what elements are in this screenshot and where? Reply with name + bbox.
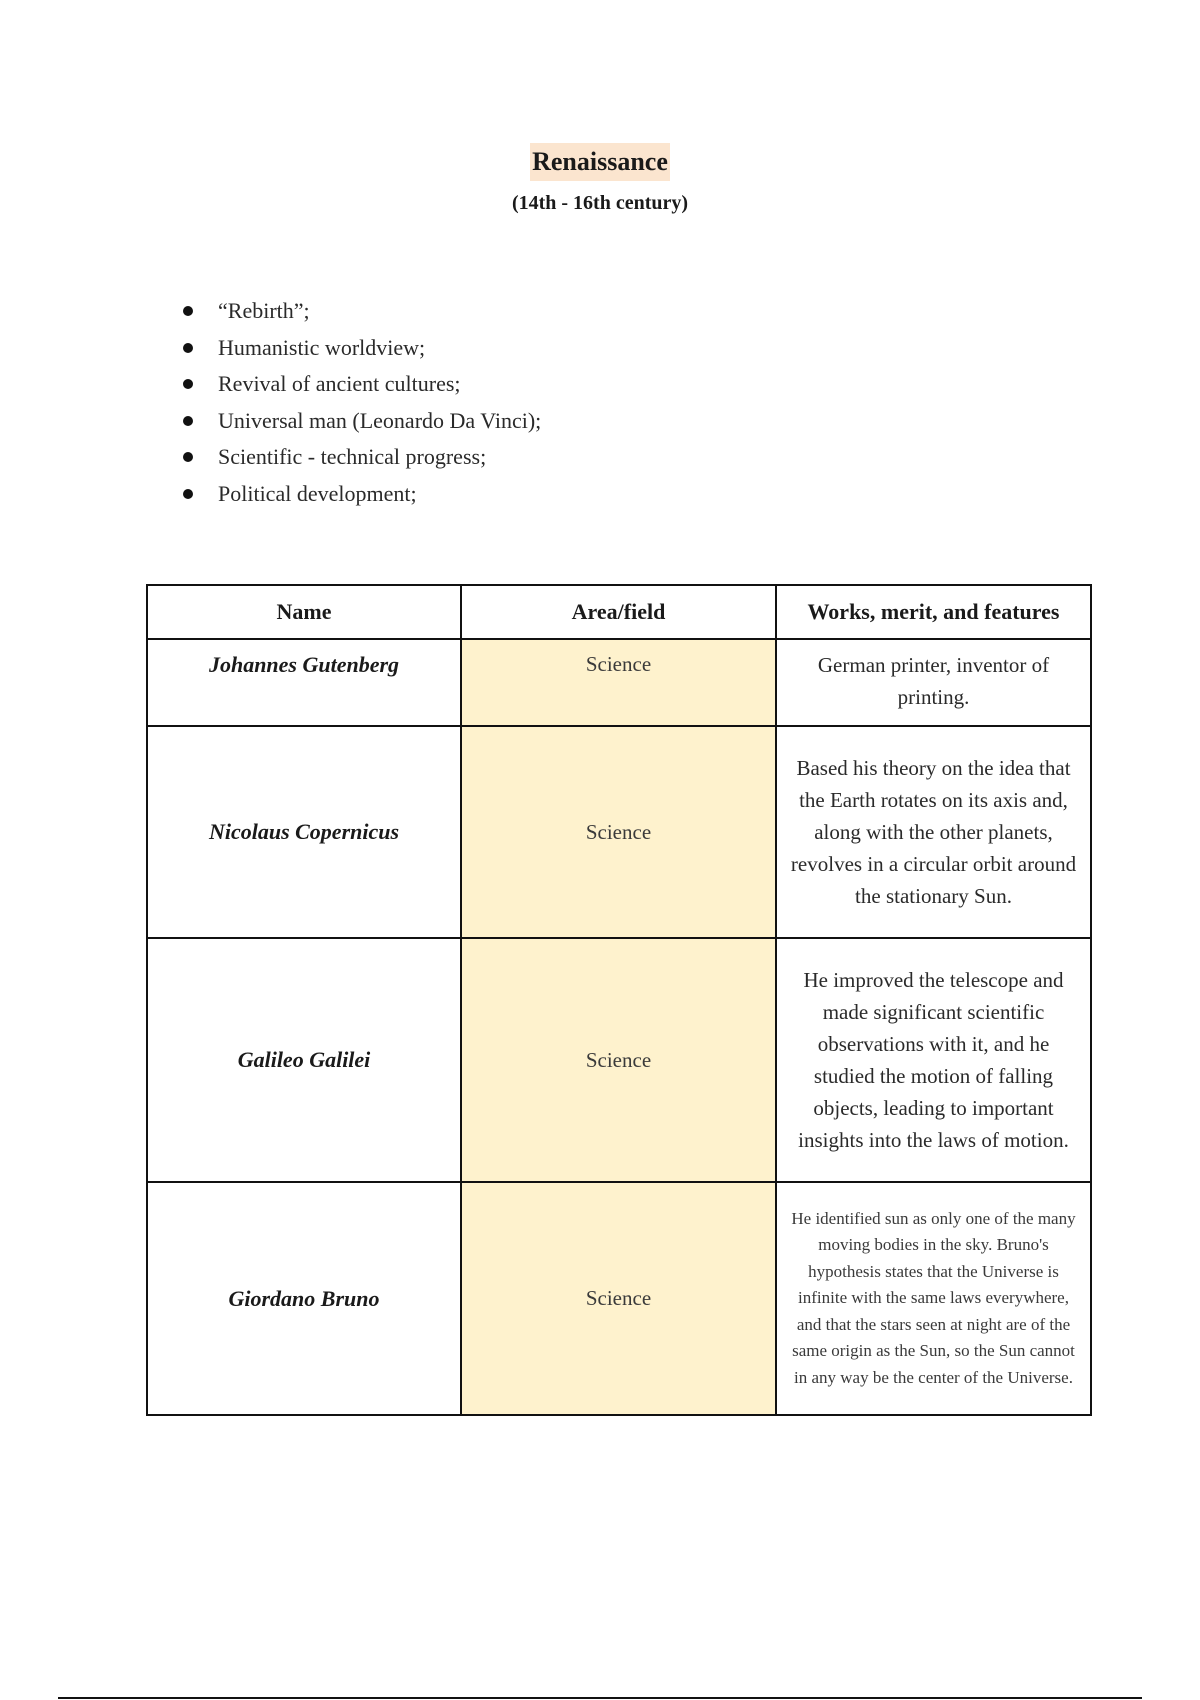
works-cell: Based his theory on the idea that the Earth rotates on its axis and, along with the other planets, revolves in a circular orbit around the stationary Sun. <box>776 726 1091 938</box>
table-row <box>147 1182 1091 1415</box>
list-item-text: Universal man (Leonardo Da Vinci); <box>218 407 542 433</box>
table-header-row <box>147 585 1091 639</box>
list-item-text: Scientific - technical progress; <box>218 444 487 469</box>
list-item <box>183 330 541 367</box>
scientists-table <box>146 584 1092 1416</box>
list-item-text: Humanistic worldview; <box>218 334 426 360</box>
list-item <box>183 366 541 403</box>
bottom-divider <box>58 1697 1142 1699</box>
name-cell: Galileo Galilei <box>147 938 461 1182</box>
bullet-dot-icon <box>183 306 193 316</box>
list-item-text: Revival of ancient cultures; <box>218 371 461 396</box>
bullet-dot-icon <box>183 416 193 426</box>
bullet-dot-icon <box>183 489 193 499</box>
name-cell: Giordano Bruno <box>147 1182 461 1415</box>
bullet-dot-icon <box>183 452 193 462</box>
bullet-list <box>183 293 541 512</box>
list-item <box>183 476 541 513</box>
title-wrap <box>0 143 1200 181</box>
works-cell: German printer, inventor of printing. <box>776 639 1091 726</box>
list-item-text: Political development; <box>218 480 417 506</box>
works-cell: He improved the telescope and made significant scientific observations with it, and he studied the motion of falling objects, leading to important insights into the laws of motion. <box>776 938 1091 1182</box>
list-item <box>183 439 541 476</box>
name-cell: Johannes Gutenberg <box>147 639 461 726</box>
area-cell: Science <box>461 726 776 938</box>
column-header-area: Area/field <box>461 585 776 639</box>
table-row <box>147 639 1091 726</box>
table-row <box>147 726 1091 938</box>
area-cell: Science <box>461 938 776 1182</box>
table-row <box>147 938 1091 1182</box>
name-cell: Nicolaus Copernicus <box>147 726 461 938</box>
column-header-name: Name <box>147 585 461 639</box>
list-item <box>183 403 541 440</box>
bullet-dot-icon <box>183 343 193 353</box>
area-cell: Science <box>461 1182 776 1415</box>
area-cell: Science <box>461 639 776 726</box>
bullet-dot-icon <box>183 379 193 389</box>
list-item-text: “Rebirth”; <box>218 298 310 323</box>
column-header-works: Works, merit, and features <box>776 585 1091 639</box>
list-item <box>183 293 541 330</box>
page-subtitle: (14th - 16th century) <box>511 192 689 214</box>
page-title: Renaissance <box>530 143 670 181</box>
works-cell: He identified sun as only one of the many moving bodies in the sky. Bruno's hypothesis states that the Universe is infinite with the same laws everywhere, and that the stars seen at night are of the same origin as the Sun, so the Sun cannot in any way be the center of the Universe. <box>776 1182 1091 1415</box>
